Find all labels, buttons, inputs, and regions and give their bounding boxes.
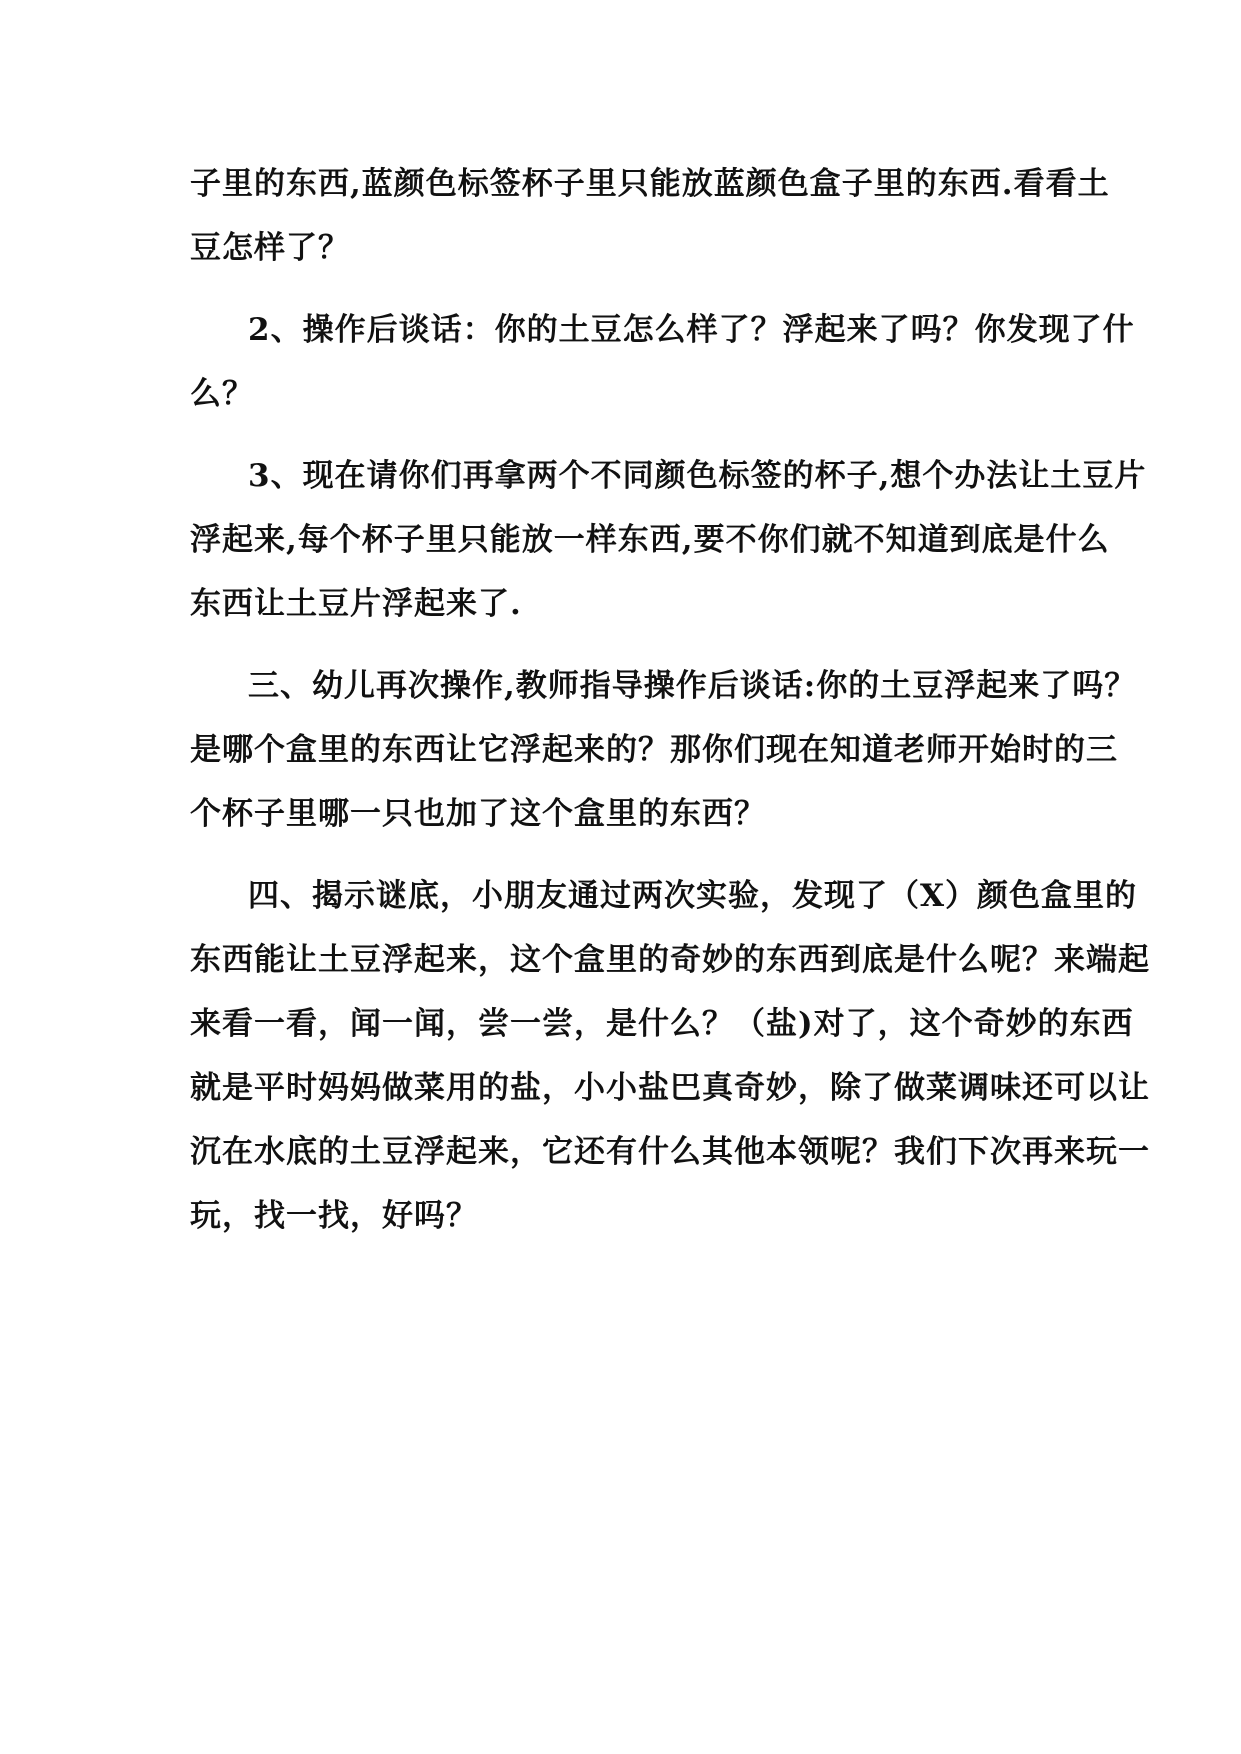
paragraph-line: 东西能让土豆浮起来，这个盒里的奇妙的东西到底是什么呢？来端起 — [190, 942, 1150, 978]
paragraph-line: 2、操作后谈话：你的土豆怎么样了？浮起来了吗？你发现了什 — [248, 312, 1135, 348]
paragraph-line: 3、现在请你们再拿两个不同颜色标签的杯子,想个办法让土豆片 — [248, 458, 1147, 494]
paragraph-line: 子里的东西,蓝颜色标签杯子里只能放蓝颜色盒子里的东西.看看土 — [190, 166, 1110, 202]
paragraph-line: 是哪个盒里的东西让它浮起来的？那你们现在知道老师开始时的三 — [190, 732, 1118, 768]
paragraph-line: 四、揭示谜底，小朋友通过两次实验，发现了（X）颜色盒里的 — [248, 878, 1138, 914]
paragraph-line: 个杯子里哪一只也加了这个盒里的东西？ — [190, 796, 766, 832]
paragraph-line: 么？ — [190, 376, 254, 412]
paragraph-line: 浮起来,每个杯子里只能放一样东西,要不你们就不知道到底是什么 — [190, 522, 1110, 558]
paragraph-line: 玩，找一找，好吗？ — [190, 1198, 478, 1234]
paragraph-line: 沉在水底的土豆浮起来，它还有什么其他本领呢？我们下次再来玩一 — [190, 1134, 1150, 1170]
paragraph-line: 来看一看，闻一闻，尝一尝，是什么？（盐)对了，这个奇妙的东西 — [190, 1006, 1134, 1042]
paragraph-line: 三、幼儿再次操作,教师指导操作后谈话:你的土豆浮起来了吗？ — [248, 668, 1137, 704]
paragraph-line: 豆怎样了？ — [190, 230, 350, 266]
paragraph-line: 东西让土豆片浮起来了. — [190, 586, 522, 622]
paragraph-line: 就是平时妈妈做菜用的盐，小小盐巴真奇妙，除了做菜调味还可以让 — [190, 1070, 1150, 1106]
